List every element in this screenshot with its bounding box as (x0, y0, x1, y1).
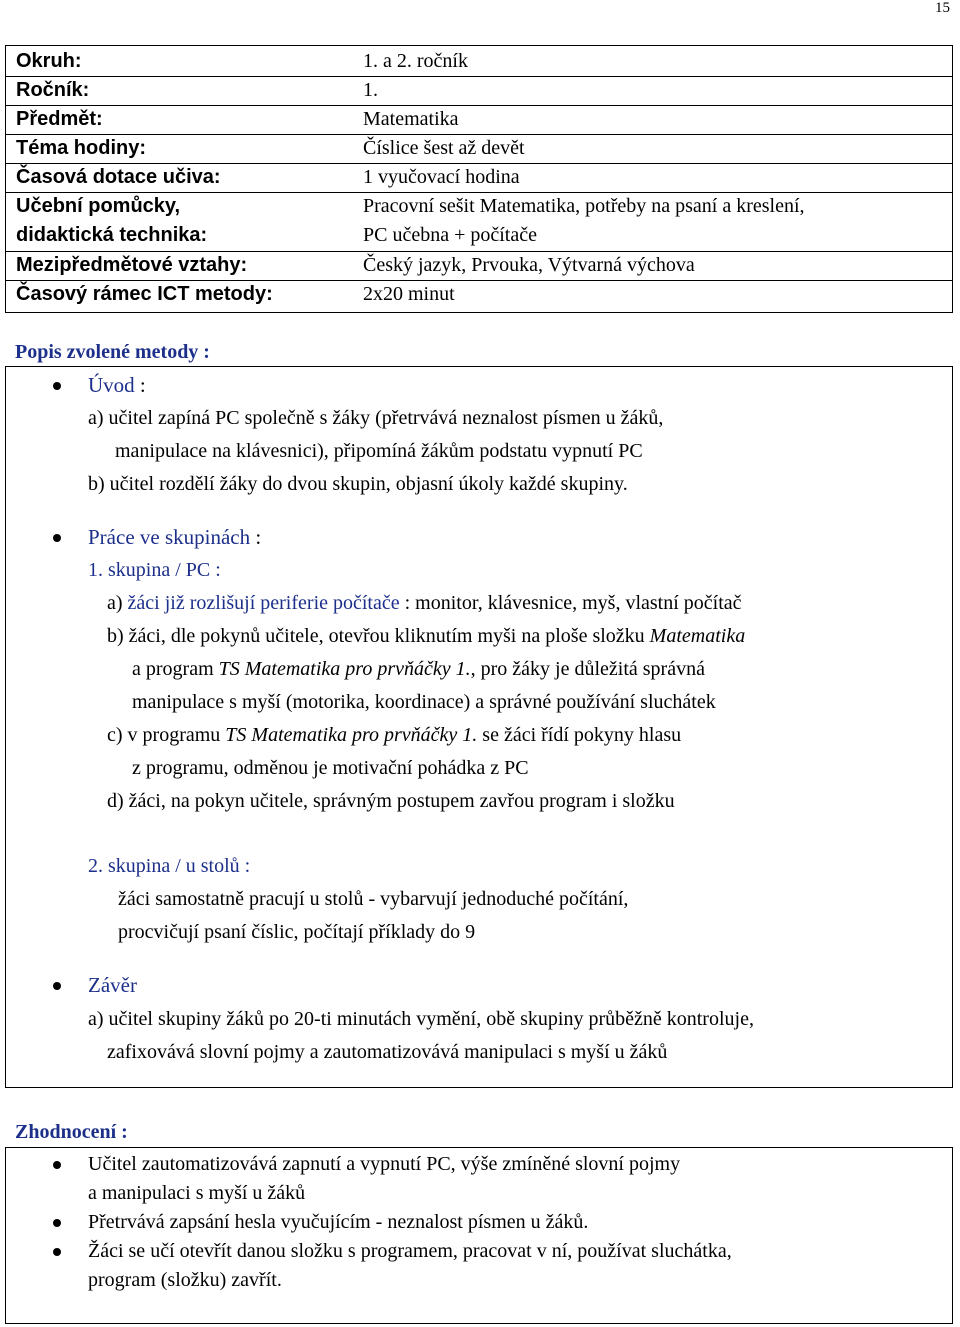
group2-line1: žáci samostatně pracují u stolů - vybarvují jednoduché počítání, (118, 888, 629, 910)
group1-title: 1. skupina / PC : (88, 559, 221, 581)
info-label: Mezipředmětové vztahy: (16, 254, 248, 276)
info-value: Český jazyk, Prvouka, Výtvarná výchova (363, 254, 695, 276)
evaluation-item-3: Žáci se učí otevřít danou složku s programem, pracovat v ní, používat sluchátka, (88, 1240, 732, 1262)
zaver-a1: a) učitel skupiny žáků po 20-ti minutách vymění, obě skupiny průběžně kontroluje, (88, 1008, 754, 1030)
info-label: Téma hodiny: (16, 137, 147, 159)
group1-b (107, 623, 745, 649)
page-number: 15 (935, 0, 950, 16)
evaluation-item-1-cont: a manipulaci s myší u žáků (88, 1182, 306, 1204)
skupiny-title: Práce ve skupinách (88, 525, 251, 549)
info-value: PC učebna + počítače (363, 224, 537, 246)
bullet-icon (53, 1161, 61, 1169)
group1-b2-post: , pro žáky je důležitá správná (470, 658, 705, 680)
group1-b2 (132, 656, 705, 682)
skupiny-heading (88, 524, 261, 550)
row-divider (6, 105, 952, 106)
info-label: Předmět: (16, 108, 103, 130)
method-heading: Popis zvolené metody : (15, 341, 210, 363)
zaver-title: Závěr (88, 973, 137, 997)
group1-b-pre: b) žáci, dle pokynů učitele, otevřou kliknutím myši na ploše složku (107, 625, 650, 647)
group1-d: d) žáci, na pokyn učitele, správným postupem zavřou program i složku (107, 790, 675, 812)
evaluation-heading: Zhodnocení : (15, 1121, 128, 1143)
group1-c (107, 722, 681, 748)
zaver-a2: zafixovává slovní pojmy a zautomatizovává manipulaci s myší u žáků (107, 1041, 668, 1063)
uvod-a2: manipulace na klávesnici), připomíná žákům podstatu vypnutí PC (115, 440, 643, 462)
group2-title: 2. skupina / u stolů : (88, 855, 251, 877)
evaluation-item-1: Učitel zautomatizovává zapnutí a vypnutí PC, výše zmíněné slovní pojmy (88, 1153, 681, 1175)
bullet-icon (53, 982, 61, 990)
uvod-a1: a) učitel zapíná PC společně s žáky (přetrvává neznalost písmen u žáků, (88, 407, 664, 429)
info-value: Pracovní sešit Matematika, potřeby na psaní a kreslení, (363, 195, 805, 217)
evaluation-item-3-cont: program (složku) zavřít. (88, 1269, 282, 1291)
info-value: Číslice šest až devět (363, 137, 525, 159)
uvod-title: Úvod (88, 373, 135, 397)
group1-c-post: se žáci řídí pokyny hlasu (477, 724, 682, 746)
uvod-colon: : (134, 373, 146, 397)
evaluation-item-2: Přetrvává zapsání hesla vyučujícím - neznalost písmen u žáků. (88, 1211, 589, 1233)
group1-a-pre: a) (107, 592, 128, 614)
group1-a-highlight: žáci již rozlišují periferie počítače (127, 592, 400, 614)
info-value: 1 vyučovací hodina (363, 166, 520, 188)
group1-c-program: TS Matematika pro prvňáčky 1. (225, 724, 478, 746)
bullet-icon (53, 382, 61, 390)
group1-b2-pre: a program (132, 658, 219, 680)
lesson-info-table (5, 45, 953, 313)
group1-b-folder: Matematika (649, 625, 746, 647)
group1-b3: manipulace s myší (motorika, koordinace) a správné používání sluchátek (132, 691, 716, 713)
info-label: Ročník: (16, 79, 90, 101)
info-label: Časová dotace učiva: (16, 166, 221, 188)
bullet-icon (53, 534, 61, 542)
group2-line2: procvičují psaní číslic, počítají příklady do 9 (118, 921, 476, 943)
group1-a (107, 590, 742, 616)
info-value: Matematika (363, 108, 459, 130)
bullet-icon (53, 1219, 61, 1227)
bullet-icon (53, 1248, 61, 1256)
row-divider (6, 76, 952, 77)
group1-c-pre: c) v programu (107, 724, 226, 746)
info-value: 2x20 minut (363, 283, 455, 305)
info-label: Učební pomůcky, (16, 195, 181, 217)
info-value: 1. (363, 79, 378, 101)
group1-c2: z programu, odměnou je motivační pohádka z PC (132, 757, 529, 779)
group1-b2-program: TS Matematika pro prvňáčky 1. (218, 658, 471, 680)
uvod-heading (88, 372, 146, 398)
group1-a-post: : monitor, klávesnice, myš, vlastní počítač (399, 592, 742, 614)
skupiny-colon: : (250, 525, 262, 549)
info-label: Okruh: (16, 50, 82, 72)
uvod-b: b) učitel rozdělí žáky do dvou skupin, objasní úkoly každé skupiny. (88, 473, 628, 495)
info-label: Časový rámec ICT metody: (16, 283, 273, 305)
info-label: didaktická technika: (16, 224, 208, 246)
info-value: 1. a 2. ročník (363, 50, 468, 72)
